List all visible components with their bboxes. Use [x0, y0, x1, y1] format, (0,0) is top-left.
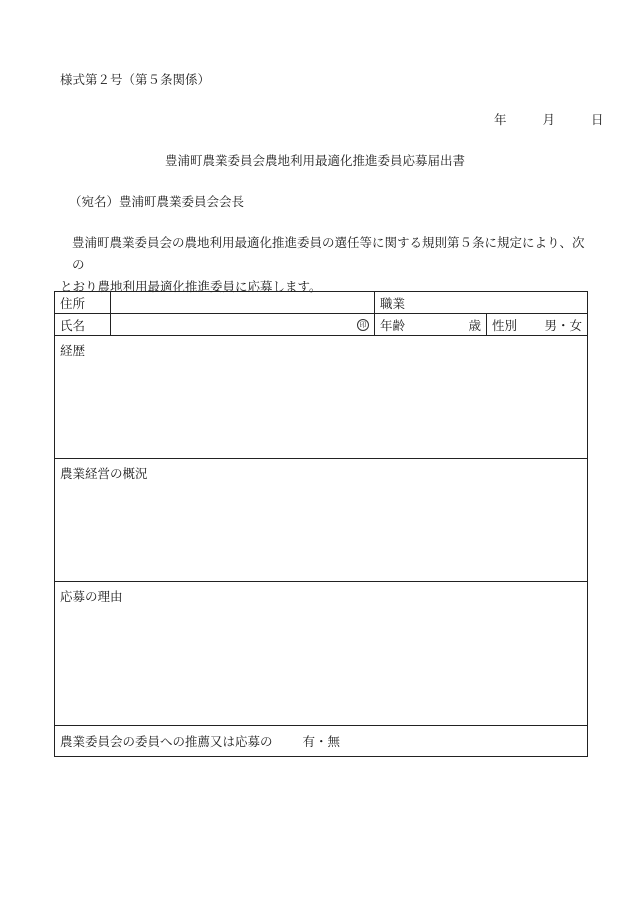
date-day: 日	[590, 112, 604, 127]
date-month: 月	[542, 112, 555, 127]
farm-overview-row	[55, 459, 588, 582]
body-paragraph	[60, 232, 592, 298]
address-label: 住所	[55, 292, 111, 314]
form-number-label: 様式第２号（第５条関係）	[60, 72, 211, 87]
application-form-table	[54, 291, 588, 757]
recommendation-field[interactable]	[55, 726, 588, 757]
name-label: 氏名	[55, 314, 111, 336]
body-line-1: 豊浦町農業委員会の農地利用最適化推進委員の選任等に関する規則第５条に規定により、次の	[72, 235, 585, 272]
date-line	[494, 110, 603, 128]
age-label: 年齢	[380, 317, 406, 333]
address-row	[55, 292, 588, 314]
recommendation-options: 有・無	[302, 734, 340, 749]
gender-cell[interactable]	[487, 314, 588, 336]
date-year: 年	[494, 112, 507, 127]
career-row	[55, 336, 588, 459]
gender-options: 男・女	[544, 317, 583, 333]
reason-label: 応募の理由	[60, 589, 123, 604]
body-line-2: とおり農地利用最適化推進委員に応募します。	[60, 279, 322, 294]
farm-overview-label: 農業経営の概況	[60, 466, 148, 481]
document-title: 豊浦町農業委員会農地利用最適化推進委員応募届出書	[164, 153, 465, 168]
career-label: 経歴	[60, 343, 86, 358]
occupation-cell[interactable]	[375, 292, 588, 314]
name-field[interactable]	[111, 314, 375, 336]
occupation-label: 職業	[380, 295, 406, 311]
gender-label: 性別	[492, 317, 518, 333]
seal-mark: 印	[357, 319, 369, 331]
farm-overview-field[interactable]	[55, 459, 588, 582]
reason-field[interactable]	[55, 582, 588, 726]
age-cell[interactable]	[375, 314, 487, 336]
reason-row	[55, 582, 588, 726]
age-unit: 歳	[468, 317, 481, 333]
career-field[interactable]	[55, 336, 588, 459]
addressee: （宛名）豊浦町農業委員会会長	[69, 194, 245, 209]
recommendation-label: 農業委員会の委員への推薦又は応募の	[60, 734, 273, 749]
name-row	[55, 314, 588, 336]
recommendation-row	[55, 726, 588, 757]
address-field[interactable]	[111, 292, 375, 314]
